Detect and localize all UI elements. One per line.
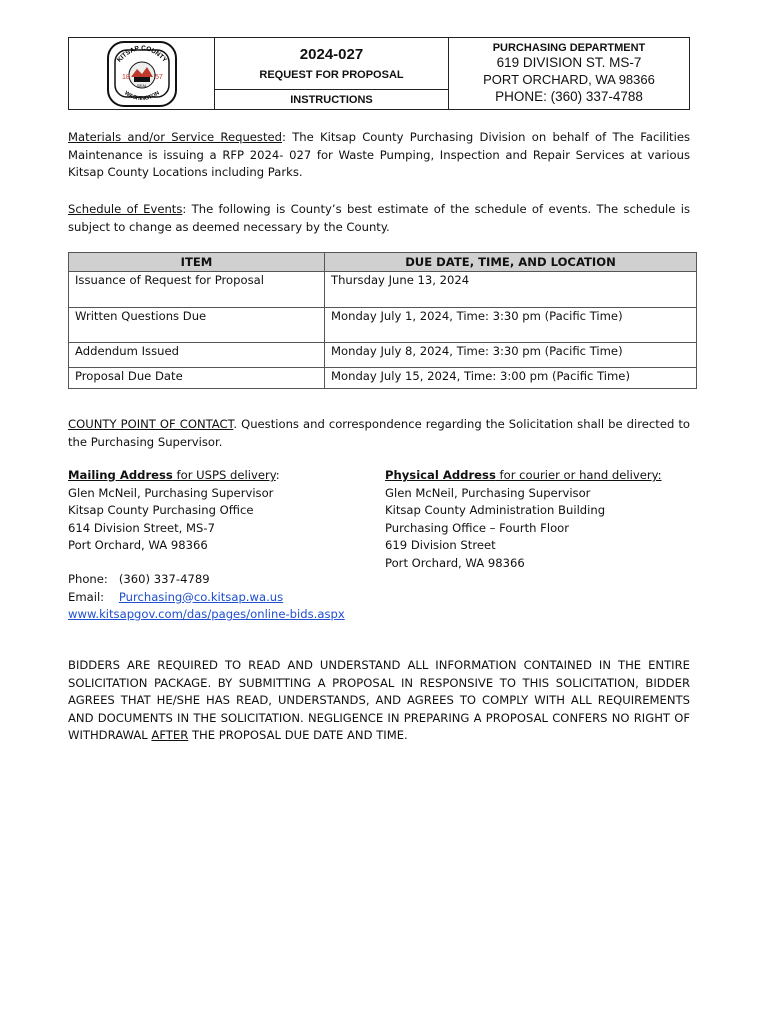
- table-cell-item: Proposal Due Date: [69, 368, 325, 389]
- physical-line: Port Orchard, WA 98366: [385, 555, 525, 570]
- mailing-line: 614 Division Street, MS-7: [68, 520, 215, 535]
- contact-details: [68, 571, 468, 624]
- materials-label: Materials and/or Service Requested: [68, 130, 283, 144]
- svg-text:SEAL: SEAL: [136, 82, 147, 88]
- section-title: INSTRUCTIONS: [290, 93, 373, 106]
- physical-line: 619 Division Street: [385, 538, 496, 552]
- department-address-line2: PORT ORCHARD, WA 98366: [483, 72, 655, 88]
- department-name: PURCHASING DEPARTMENT: [492, 41, 646, 54]
- column-header-due: DUE DATE, TIME, AND LOCATION: [325, 253, 697, 272]
- department-info: [449, 38, 689, 109]
- materials-paragraph: [68, 129, 690, 182]
- table-cell-due: Monday July 15, 2024, Time: 3:00 pm (Pacific Time): [325, 368, 697, 389]
- table-row: [69, 368, 697, 389]
- physical-heading: Physical Address for courier or hand delivery:: [385, 468, 662, 482]
- phone-line: Phone: (360) 337-4789: [68, 572, 210, 586]
- table-row: [69, 343, 697, 368]
- schedule-label: Schedule of Events: [68, 202, 183, 216]
- mailing-line: Kitsap County Purchasing Office: [68, 503, 254, 517]
- rfp-number: 2024-027: [299, 46, 364, 63]
- table-cell-due: Monday July 1, 2024, Time: 3:30 pm (Pacific Time): [325, 308, 697, 343]
- svg-text:57: 57: [154, 73, 163, 81]
- doc-type: REQUEST FOR PROPOSAL: [259, 69, 404, 81]
- schedule-text: : The following is County’s best estimate of the schedule of events. The schedule is subject to change as deemed necessary by the County.: [68, 202, 690, 234]
- schedule-paragraph: [68, 201, 690, 236]
- bidders-notice: BIDDERS ARE REQUIRED TO READ AND UNDERSTAND ALL INFORMATION CONTAINED IN THE ENTIRE SOLICITATION PACKAGE. BY SUBMITTING A PROPOSAL IN RESPONSIVE TO THIS SOLICITATION, BIDDER AGREES THAT HE/SHE HAS READ, UNDERSTANDS, AND AGREES TO COMPLY WITH ALL REQUIREMENTS AND DOCUMENTS IN THE SOLICITATION. NEGLIGENCE IN PREPARING A PROPOSAL CONFERS NO RIGHT OF WITHDRAWAL AFTER THE PROPOSAL DUE DATE AND TIME.: [68, 658, 690, 742]
- schedule-table: [68, 252, 697, 389]
- table-cell-item: Addendum Issued: [69, 343, 325, 368]
- mailing-heading: Mailing Address for USPS delivery:: [68, 468, 280, 482]
- svg-text:KITSAP COUNTY: KITSAP COUNTY: [115, 44, 168, 64]
- mailing-line: Glen McNeil, Purchasing Supervisor: [68, 485, 274, 500]
- website-link[interactable]: www.kitsapgov.com/das/pages/online-bids.aspx: [68, 607, 345, 621]
- svg-text:18: 18: [121, 73, 130, 81]
- document-header: [68, 37, 690, 110]
- column-header-item: ITEM: [69, 253, 325, 272]
- table-header-row: [69, 253, 697, 272]
- physical-line: Kitsap County Administration Building: [385, 503, 606, 517]
- department-address-line1: 619 DIVISION ST. MS-7: [496, 55, 642, 71]
- table-cell-due: Thursday June 13, 2024: [325, 272, 697, 308]
- svg-text:WASHINGTON: WASHINGTON: [122, 89, 161, 102]
- table-row: [69, 308, 697, 343]
- county-seal-logo: [69, 38, 215, 109]
- department-phone: PHONE: (360) 337-4788: [495, 88, 643, 104]
- table-row: [69, 272, 697, 308]
- physical-address: [385, 467, 690, 572]
- header-center: [215, 38, 449, 109]
- table-cell-item: Issuance of Request for Proposal: [69, 272, 325, 308]
- physical-line: Purchasing Office – Fourth Floor: [385, 520, 570, 535]
- mailing-address: [68, 467, 368, 555]
- table-cell-due: Monday July 8, 2024, Time: 3:30 pm (Pacific Time): [325, 343, 697, 368]
- materials-text: : The Kitsap County Purchasing Division on behalf of The Facilities Maintenance is issuing a RFP 2024- 027 for Waste Pumping, Inspection and Repair Services at various Kitsap County Locations including Parks.: [68, 130, 690, 179]
- table-cell-item: Written Questions Due: [69, 308, 325, 343]
- email-link[interactable]: Purchasing@co.kitsap.wa.us: [118, 589, 284, 604]
- seal-icon: [107, 41, 177, 107]
- contact-text: . Questions and correspondence regarding the Solicitation shall be directed to the Purchasing Supervisor.: [68, 417, 690, 449]
- contact-paragraph: [68, 416, 690, 451]
- contact-label: COUNTY POINT OF CONTACT: [68, 417, 234, 431]
- email-line: Email: Purchasing@co.kitsap.wa.us: [68, 589, 284, 604]
- mailing-line: Port Orchard, WA 98366: [68, 538, 208, 552]
- physical-line: Glen McNeil, Purchasing Supervisor: [385, 485, 591, 500]
